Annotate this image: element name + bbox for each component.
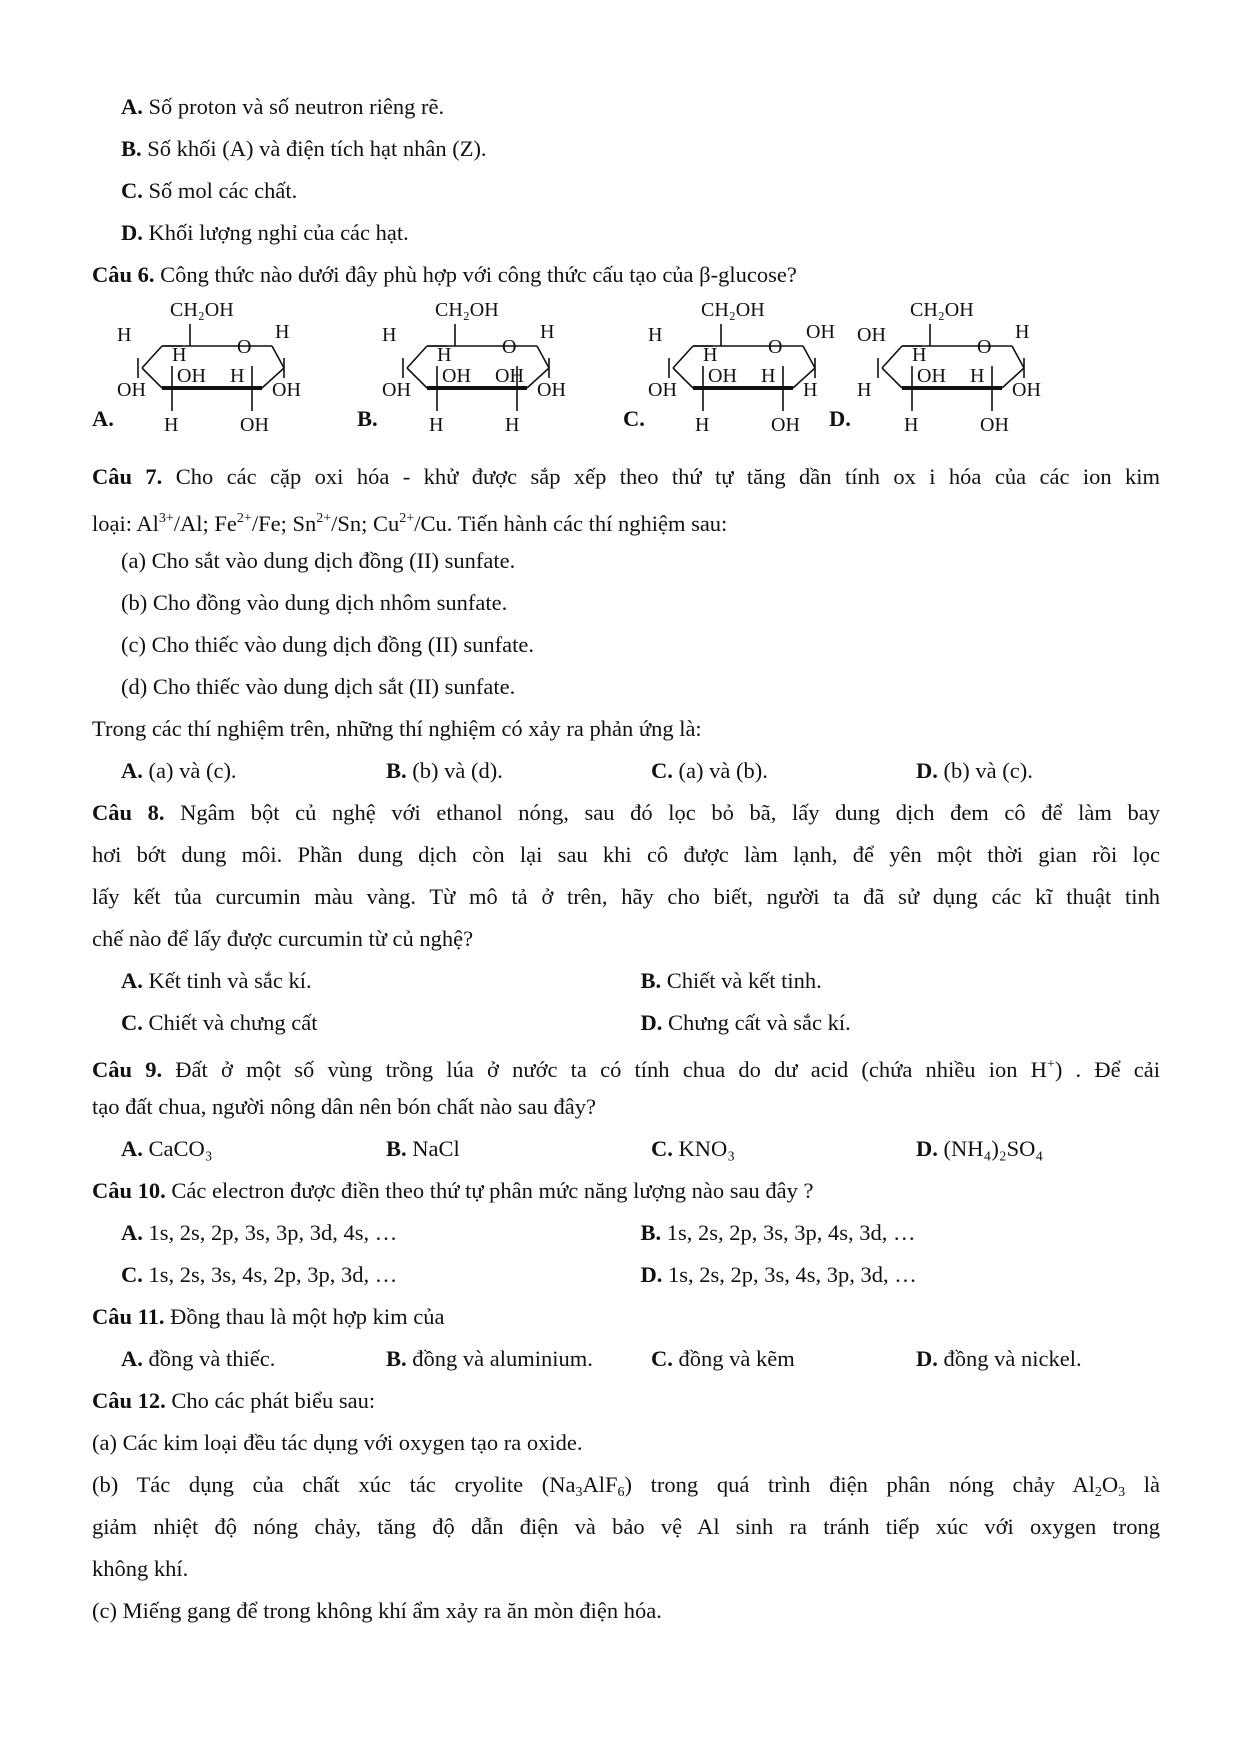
q12-statement-b-line2: giảm nhiệt độ nóng chảy, tăng độ dẫn điện và bảo vệ Al sinh ra tránh tiếp xúc với oxygen trong — [92, 1514, 1160, 1539]
structure-label-c1-up: H — [540, 321, 555, 343]
q8-option-c: C. Chiết và chưng cất — [121, 1010, 318, 1035]
q10-option-b: B. 1s, 2s, 2p, 3s, 3p, 4s, 3d, … — [640, 1220, 916, 1245]
q8-option-d: D. Chưng cất và sắc kí. — [640, 1010, 851, 1035]
q9-stem-line2: tạo đất chua, người nông dân nên bón chất nào sau đây? — [92, 1094, 596, 1119]
structure-label-c2-up: H — [230, 365, 245, 387]
structure-label-top: CH₂OH — [435, 299, 499, 321]
structure-label-c1-up: OH — [806, 321, 835, 343]
structure-label-top: CH₂OH — [910, 299, 974, 321]
bond-line — [407, 346, 427, 368]
q12-stem: Câu 12. Cho các phát biểu sau: — [92, 1388, 376, 1413]
q9-options — [92, 1128, 1160, 1170]
q11-option-b: B. đồng và aluminium. — [386, 1346, 593, 1371]
q12-statement-b-line3: không khí. — [92, 1556, 189, 1581]
haworth-projection — [112, 296, 322, 446]
q9-option-d: D. (NH₄)₂SO₄ — [916, 1136, 1044, 1161]
structure-label-c3-down: H — [164, 414, 179, 436]
q9-option-b: B. NaCl — [386, 1136, 460, 1161]
q7-experiment-b: (b) Cho đồng vào dung dịch nhôm sunfate. — [121, 590, 508, 615]
q11-option-d: D. đồng và nickel. — [916, 1346, 1082, 1371]
q7-experiment-a: (a) Cho sắt vào dung dịch đồng (II) sunfate. — [121, 548, 516, 573]
structure-label-c2-down: H — [505, 414, 520, 436]
bond-line — [882, 346, 902, 368]
structure-label-c1-down: OH — [1012, 379, 1041, 401]
structure-label-c3-down: H — [429, 414, 444, 436]
structure-label-c4-down: OH — [382, 379, 411, 401]
structure-label-c4-up: H — [382, 324, 397, 346]
structure-label-c5-h: H — [703, 344, 718, 366]
structure-letter: B. — [357, 406, 378, 431]
q7-stem-line1: Câu 7. Cho các cặp oxi hóa - khử được sắp xếp theo thứ tự tăng dần tính ox i hóa của các ion kim — [92, 464, 1161, 489]
structure-label-ring-o: O — [977, 336, 992, 358]
structure-label-c3-down: H — [695, 414, 710, 436]
q10-option-d: D. 1s, 2s, 2p, 3s, 4s, 3p, 3d, … — [640, 1262, 917, 1287]
q10-options-row2 — [92, 1254, 1160, 1296]
structure-label-c3-up: OH — [442, 365, 471, 387]
q7-stem-line2: loại: $Al^{3+}/Al$; $Fe^{2+}/Fe$; $Sn^{2+}/Sn$; $Cu^{2+}/Cu$. Tiến hành các thí nghiệm sau: — [92, 511, 728, 536]
q7-options — [92, 750, 1160, 792]
structure-label-c1-down: OH — [537, 379, 566, 401]
structure-label-ring-o: O — [237, 336, 252, 358]
q10-option-a: A. 1s, 2s, 2p, 3s, 3p, 3d, 4s, … — [121, 1220, 398, 1245]
structure-label-c2-down: OH — [771, 414, 800, 436]
q9-option-c: C. KNO₃ — [651, 1136, 736, 1161]
structure-label-c4-up: OH — [857, 324, 886, 346]
q5-option-a: A. Số proton và số neutron riêng rẽ. — [121, 94, 445, 119]
structure-label-c2-down: OH — [980, 414, 1009, 436]
bond-line — [1012, 346, 1024, 368]
bond-line — [882, 368, 902, 388]
q10-stem: Câu 10. Các electron được điền theo thứ tự phân mức năng lượng nào sau đây ? — [92, 1178, 814, 1203]
q8-stem-line1: Câu 8. Ngâm bột củ nghệ với ethanol nóng, sau đó lọc bỏ bã, lấy dung dịch đem cô để làm bay — [92, 800, 1161, 825]
structure-letter: A. — [92, 406, 114, 431]
structure-label-c2-down: OH — [240, 414, 269, 436]
q7-option-a: A. (a) và (c). — [121, 758, 237, 783]
q7-option-c: C. (a) và (b). — [651, 758, 768, 783]
structure-label-c4-up: H — [117, 324, 132, 346]
q12-statement-b-line1: (b) Tác dụng của chất xúc tác cryolite $(Na_3AlF_6)$ trong quá trình điện phân nóng chảy $Al_2O_3$ là — [92, 1472, 1160, 1500]
haworth-projection — [852, 296, 1062, 446]
q7-option-b: B. (b) và (d). — [386, 758, 503, 783]
q8-stem-line4: chế nào để lấy được curcumin từ củ nghệ? — [92, 926, 474, 951]
structure-letter: C. — [623, 406, 645, 431]
q10-option-c: C. 1s, 2s, 3s, 4s, 2p, 3p, 3d, … — [121, 1262, 398, 1287]
q7-question: Trong các thí nghiệm trên, những thí nghiệm có xảy ra phản ứng là: — [92, 716, 702, 741]
q9-option-a: A. CaCO₃ — [121, 1136, 213, 1161]
q7-experiment-c: (c) Cho thiếc vào dung dịch đồng (II) sunfate. — [121, 632, 534, 657]
document-page — [92, 86, 1160, 1632]
q8-option-a: A. Kết tinh và sắc kí. — [121, 968, 312, 993]
structure-label-top: CH₂OH — [170, 299, 234, 321]
structure-label-c3-down: H — [904, 414, 919, 436]
structure-label-c4-up: H — [648, 324, 663, 346]
bond-line — [803, 346, 815, 368]
q11-stem: Câu 11. Đồng thau là một hợp kim của — [92, 1304, 445, 1329]
structure-label-c1-down: H — [803, 379, 818, 401]
q10-options-row1 — [92, 1212, 1160, 1254]
structure-label-c5-h: H — [912, 344, 927, 366]
q8-options-row1 — [92, 960, 1160, 1002]
q6-structures — [92, 296, 1160, 456]
structure-label-c4-down: OH — [648, 379, 677, 401]
bond-line — [272, 346, 284, 368]
structure-label-ring-o: O — [502, 336, 517, 358]
structure-label-c1-up: H — [1015, 321, 1030, 343]
q7-experiment-d: (d) Cho thiếc vào dung dịch sắt (II) sunfate. — [121, 674, 516, 699]
q8-stem-line2: hơi bớt dung môi. Phần dung dịch còn lại sau khi cô được làm lạnh, để yên một thời gian rồi lọc — [92, 842, 1160, 867]
structure-label-c2-up: H — [970, 365, 985, 387]
structure-label-c2-up: OH — [495, 365, 524, 387]
structure-label-c5-h: H — [172, 344, 187, 366]
structure-label-c1-up: H — [275, 321, 290, 343]
q7-option-d: D. (b) và (c). — [916, 758, 1033, 783]
q5-option-b: B. Số khối (A) và điện tích hạt nhân (Z). — [121, 136, 487, 161]
q5-option-d: D. Khối lượng nghỉ của các hạt. — [121, 220, 409, 245]
structure-label-c2-up: H — [761, 365, 776, 387]
q6-stem: Câu 6. Công thức nào dưới đây phù hợp với công thức cấu tạo của β-glucose? — [92, 262, 797, 287]
structure-label-c3-up: OH — [177, 365, 206, 387]
structure-label-ring-o: O — [768, 336, 783, 358]
q11-option-c: C. đồng và kẽm — [651, 1346, 795, 1371]
q11-options — [92, 1338, 1160, 1380]
q9-stem-line1: Câu 9. Đất ở một số vùng trồng lúa ở nước ta có tính chua do dư acid (chứa nhiều ion H+) . Để cải — [92, 1057, 1161, 1082]
structure-label-top: CH₂OH — [701, 299, 765, 321]
q11-option-a: A. đồng và thiếc. — [121, 1346, 276, 1371]
structure-label-c3-up: OH — [708, 365, 737, 387]
structure-label-c1-down: OH — [272, 379, 301, 401]
structure-label-c4-down: H — [857, 379, 872, 401]
structure-label-c5-h: H — [437, 344, 452, 366]
bond-line — [673, 346, 693, 368]
q12-statement-a: (a) Các kim loại đều tác dụng với oxygen tạo ra oxide. — [92, 1430, 583, 1455]
q8-option-b: B. Chiết và kết tinh. — [640, 968, 822, 993]
bond-line — [537, 346, 549, 368]
structure-letter: D. — [829, 406, 851, 431]
structure-label-c3-up: OH — [917, 365, 946, 387]
bond-line — [142, 346, 162, 368]
q8-options-row2 — [92, 1002, 1160, 1044]
structure-label-c4-down: OH — [117, 379, 146, 401]
haworth-projection — [377, 296, 587, 446]
haworth-projection — [643, 296, 853, 446]
q12-statement-c: (c) Miếng gang để trong không khí ẩm xảy ra ăn mòn điện hóa. — [92, 1598, 662, 1623]
q5-option-c: C. Số mol các chất. — [121, 178, 298, 203]
q8-stem-line3: lấy kết tủa curcumin màu vàng. Từ mô tả ở trên, hãy cho biết, người ta đã sử dụng các kĩ thuật tinh — [92, 884, 1160, 909]
